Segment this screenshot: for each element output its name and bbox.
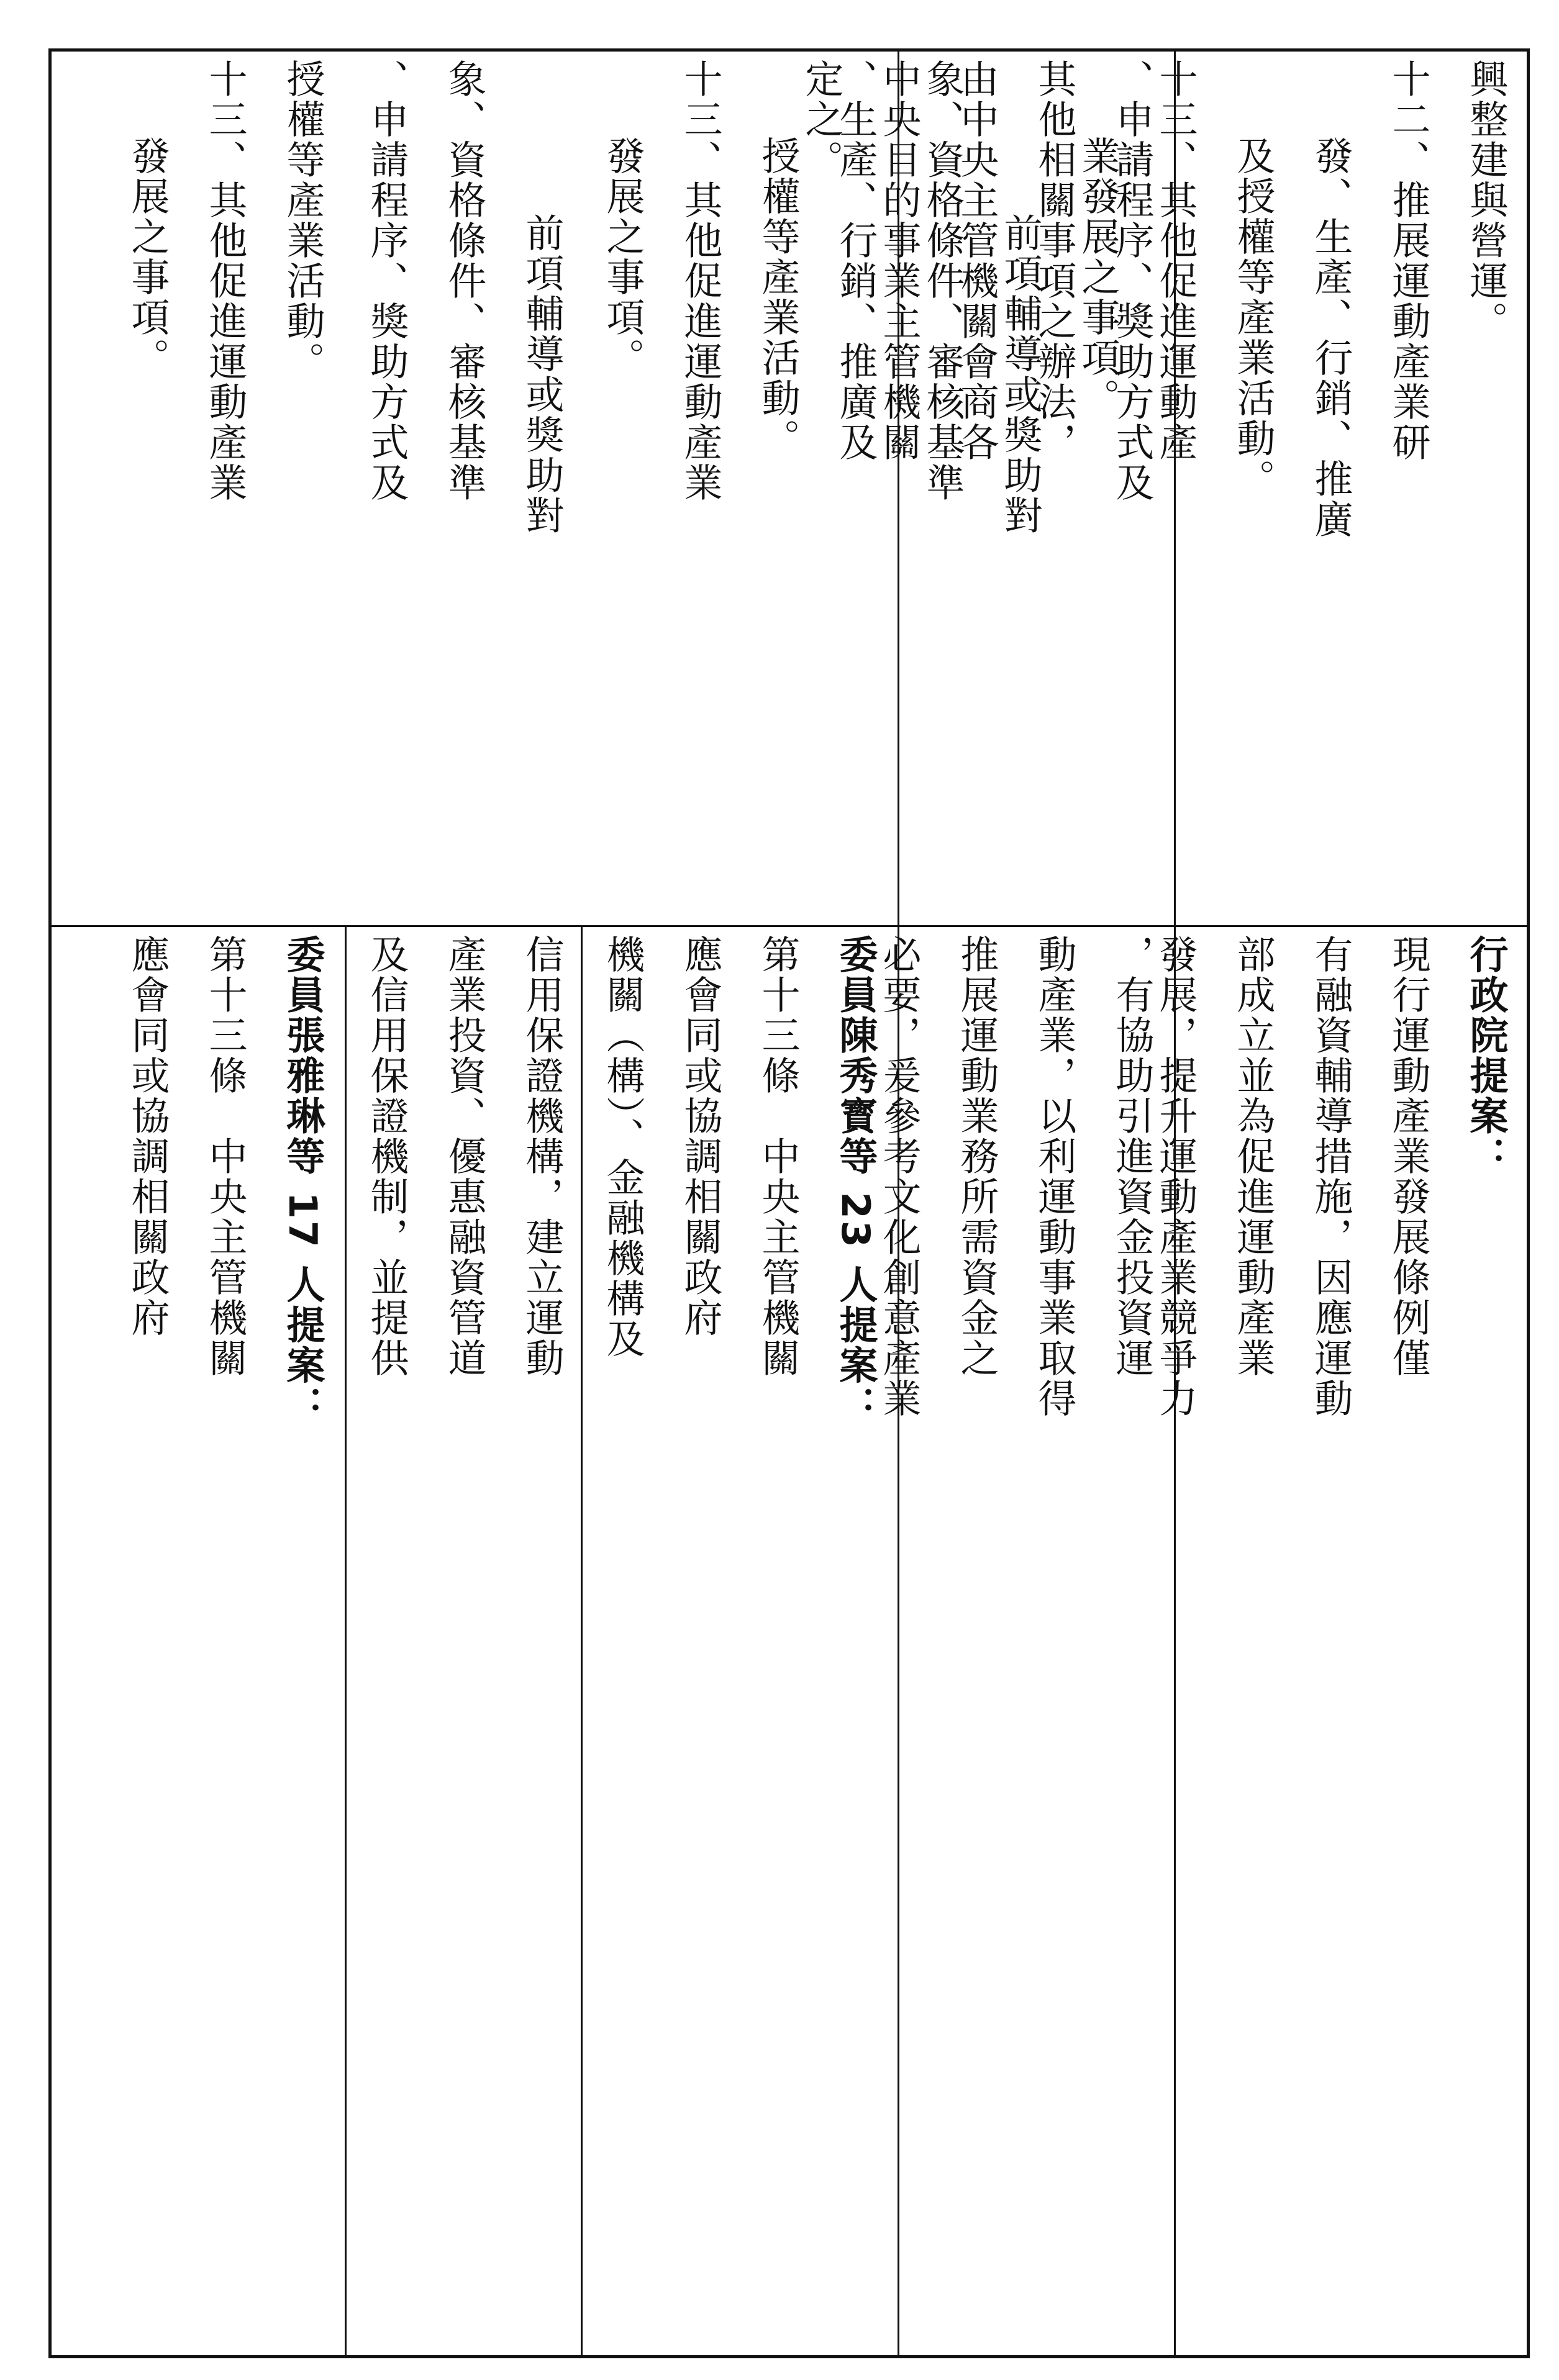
exec-reason-line: 推展運動業務所需資金之 [954,934,999,1378]
chang-upper-overflow [56,59,342,922]
chang-upper-overflow-line [217,59,280,922]
chen-upper-line: 、申請程序、獎助方式及 [364,59,409,503]
exec-reason-line: 部成立並為促進運動產業 [1230,934,1276,1378]
committee-article-text-line [217,934,280,2350]
chen-upper-line: 發展之事項。 [600,136,645,378]
chang-upper-overflow-line [31,59,93,922]
exec-reason-line: 發展，提升運動產業競爭力 [1153,934,1198,1419]
exec-article-text-line [385,934,447,2350]
exec-reason-line: ，有協助引進資金投資運 [1109,934,1155,1378]
chen-upper-line: 授權等產業活動。 [755,136,801,459]
chang-upper-line: 授權等產業活動。 [280,59,325,382]
chen-article-line: 信用保證機構，建立運動 [519,934,565,1378]
chang-upper-line: 發展之事項。 [125,136,170,378]
chen-upper-text-cont [348,59,581,922]
chen-article-line: 及信用保證機制，並提供 [364,934,409,1378]
exec-article-text [348,934,634,2350]
committee-article-text [56,934,342,2350]
exec-upper-line: 十三、其他促進運動產 [1153,59,1198,463]
chen-upper-line: 前項輔導或獎助對 [519,213,565,536]
exec-article-text-line [571,934,634,2350]
exec-reason-text-cont [876,934,1171,2350]
committee-article-text-line [0,934,31,2350]
exec-reason-text [1153,934,1525,2350]
committee-article-text-line [155,934,217,2350]
chen-article-line: 第十三條 中央主管機關 [755,934,801,1378]
exec-reason-heading: 行政院提案： [1463,934,1509,1177]
exec-upper-line: 前項輔導或獎助對 [998,213,1043,536]
chang-upper-overflow-line [155,59,217,922]
exec-upper-line: 由中央主管機關會商各 [954,59,999,463]
chen-article-line: 產業投資、優惠融資管道 [442,934,487,1378]
chen-proposal-heading: 委員陳秀寳等 23 人提案： [833,934,878,1426]
chen-upper-line: 、生產、行銷、推廣及 [833,59,878,463]
chang-upper-overflow-line [93,59,155,922]
chang-upper-overflow-line [0,59,31,922]
exec-upper-line: 及授權等產業活動。 [1230,136,1276,499]
chen-upper-line: 十三、其他促進運動產業 [678,59,723,503]
exec-article-text-line [509,934,571,2350]
exec-upper-line: 中央目的事業主管機關 [876,59,922,463]
chang-upper-overflow-line [280,59,342,922]
chen-article-line: 應會同或協調相關政府 [678,934,723,1338]
exec-upper-line: 興整建與營運。 [1463,59,1509,342]
committee-article-text-line [93,934,155,2350]
chang-proposal-heading: 委員張雅琳等 17 人提案： [280,934,325,1426]
exec-upper-line: 其他相關事項之辦法， [1032,59,1077,463]
exec-reason-line: 現行運動產業發展條例僅 [1386,934,1431,1378]
chang-article-line: 應會同或協調相關政府 [125,934,170,1338]
exec-reason-line: 有融資輔導措施，因應運動 [1308,934,1353,1419]
frame-bottom-rule [48,2355,1530,2358]
chen-upper-line: 象、資格條件、審核基準 [442,59,487,503]
exec-upper-line: 定之。 [799,59,844,180]
exec-upper-line: 業發展之事項。 [1075,136,1120,419]
committee-article-text-line [280,934,342,2350]
exec-upper-line: 、申請程序、獎助方式及 [1109,59,1155,503]
row-divider [48,925,1530,927]
committee-article-text-line [31,934,93,2350]
chen-article-line: 機關（構）、金融機構及 [600,934,645,1359]
exec-reason-line: 動產業，以利運動事業取得 [1032,934,1077,1419]
chen-upper-text [587,59,894,922]
exec-upper-line: 象、資格條件、審核基準 [920,59,965,503]
frame-top-rule [48,48,1530,52]
exec-upper-line: 發、生產、行銷、推廣 [1308,136,1353,540]
chang-article-line: 第十三條 中央主管機關 [202,934,248,1378]
exec-reason-line: 必要，爰參考文化創意產業 [876,934,922,1419]
chang-upper-line: 十三、其他促進運動產業 [202,59,248,503]
exec-upper-line: 十二、推展運動產業研 [1386,59,1431,463]
exec-article-text-line [447,934,509,2350]
